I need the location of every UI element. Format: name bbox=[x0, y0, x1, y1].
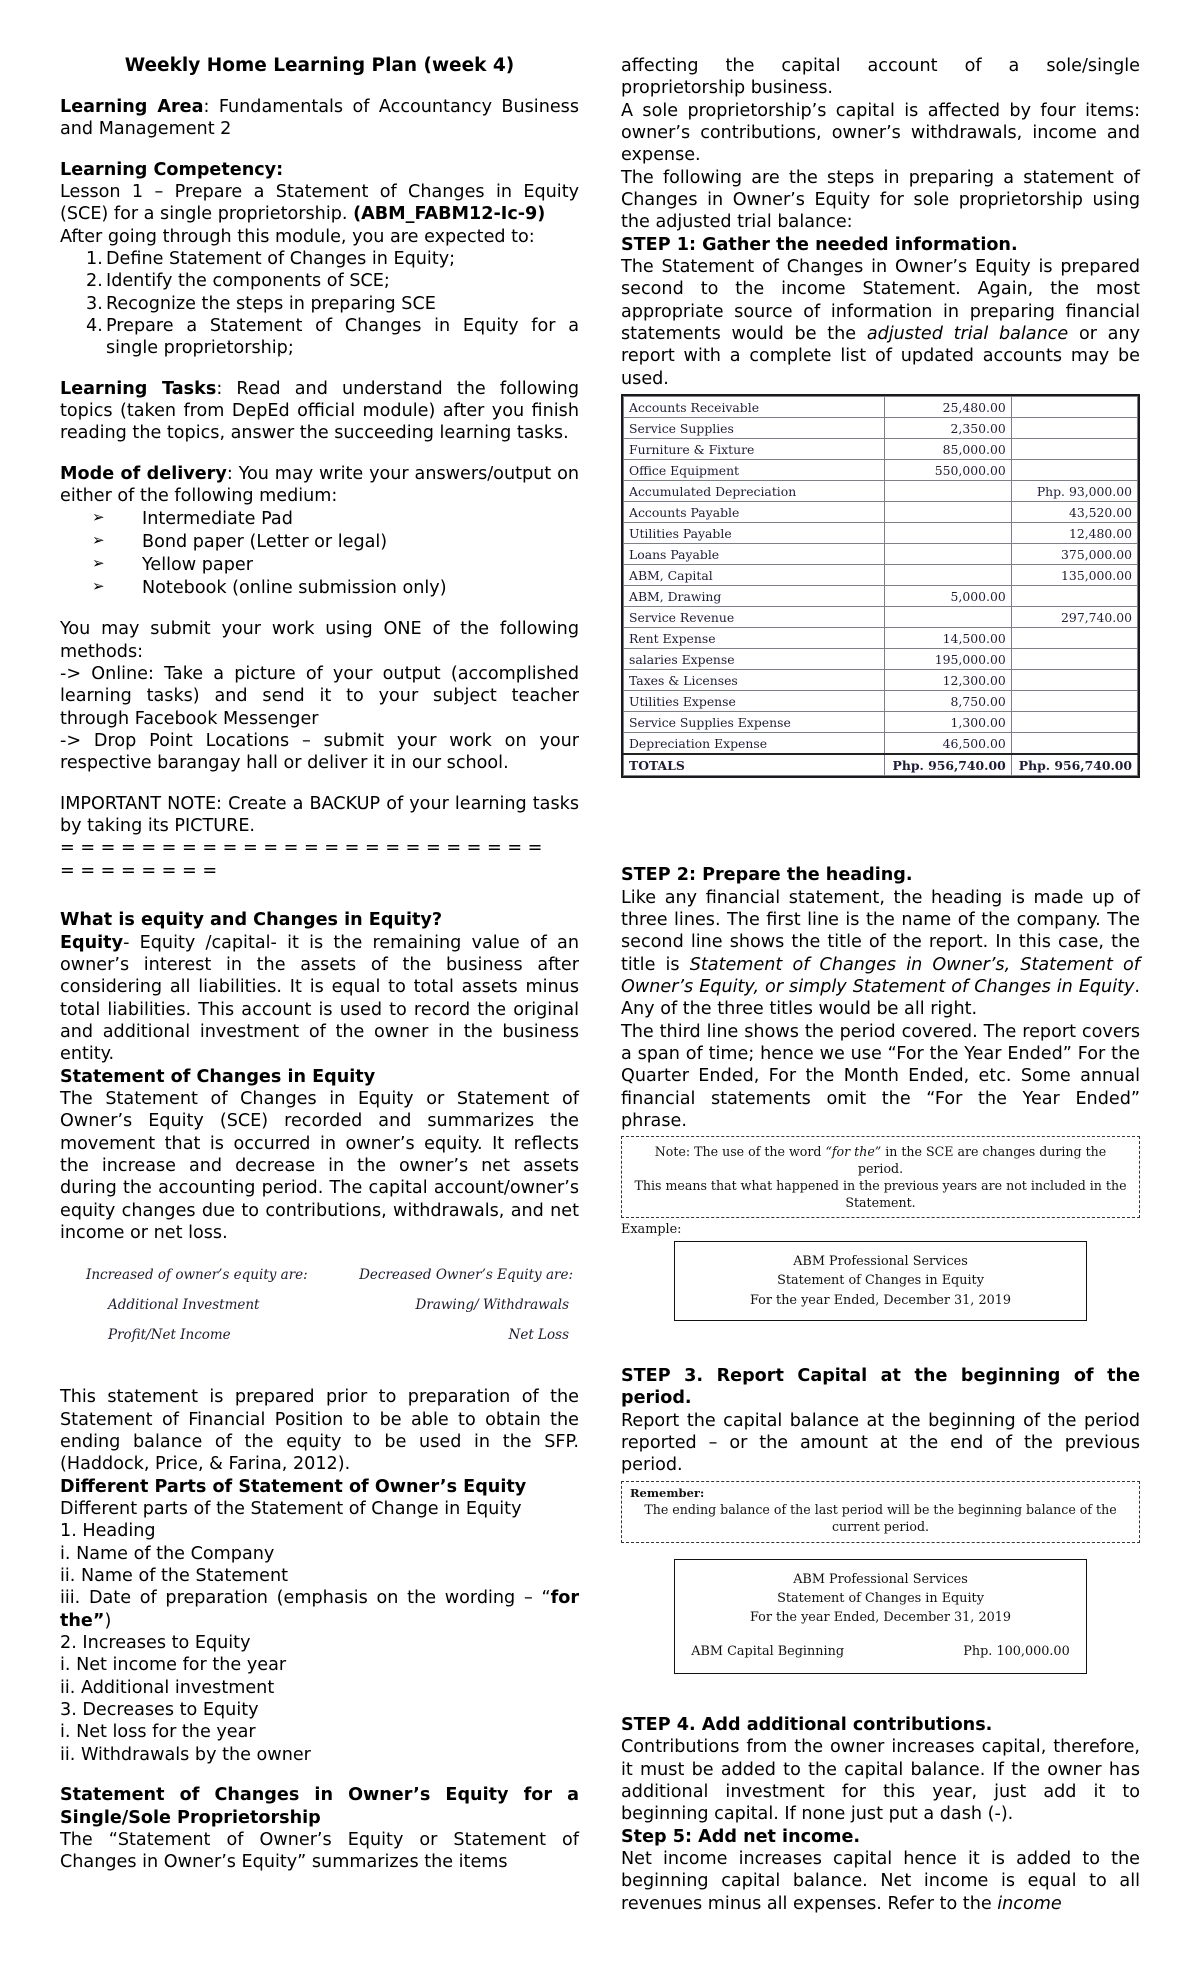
spacer bbox=[621, 778, 1140, 864]
learning-tasks bbox=[60, 378, 579, 445]
note-box-line1-a: Note: The use of the word bbox=[654, 1144, 826, 1160]
spacer bbox=[621, 1543, 1140, 1559]
capital-beginning-row bbox=[683, 1642, 1077, 1661]
spacer bbox=[60, 600, 579, 618]
page-title: Weekly Home Learning Plan (week 4) bbox=[124, 55, 515, 76]
spacer bbox=[60, 882, 579, 900]
table-row bbox=[624, 670, 1138, 691]
parts-line: i. Net loss for the year bbox=[60, 1722, 256, 1743]
table-row bbox=[624, 712, 1138, 733]
note-box-line1-italic: “for the” bbox=[825, 1144, 882, 1160]
mode-item-label: Bond paper (Letter or legal) bbox=[142, 531, 388, 552]
debit-amount: 25,480.00 bbox=[885, 397, 1011, 418]
objective-number: 1. bbox=[86, 249, 103, 270]
credit-amount bbox=[1011, 439, 1137, 460]
parts-line: i. Name of the Company bbox=[60, 1543, 275, 1564]
right-intro-a: affecting the capital account of a sole/single proprietorship business. bbox=[621, 56, 1140, 99]
spacer bbox=[60, 1350, 579, 1368]
step5-heading: Step 5: Add net income. bbox=[621, 1826, 861, 1847]
totals-debit: Php. 956,740.00 bbox=[885, 754, 1011, 776]
spacer bbox=[621, 1321, 1140, 1365]
parts-line-date-emphasis: for the” bbox=[60, 1588, 579, 1631]
parts-line: ii. Name of the Statement bbox=[60, 1566, 289, 1587]
statement-heading-box-1 bbox=[674, 1241, 1086, 1321]
table-row bbox=[624, 607, 1138, 628]
credit-amount: 43,520.00 bbox=[1011, 502, 1137, 523]
debit-amount bbox=[885, 544, 1011, 565]
account-name: ABM, Capital bbox=[624, 565, 885, 586]
mode-item-label: Intermediate Pad bbox=[142, 508, 293, 529]
submit-drop-point: -> Drop Point Locations – submit your work on your respective barangay hall or deliver it in our school. bbox=[60, 731, 579, 774]
right-column bbox=[621, 55, 1140, 1915]
credit-amount: 375,000.00 bbox=[1011, 544, 1137, 565]
debit-amount bbox=[885, 607, 1011, 628]
parts-line: 2. Increases to Equity bbox=[60, 1633, 251, 1654]
step2-heading: STEP 2: Prepare the heading. bbox=[621, 865, 913, 886]
equity-definition bbox=[60, 932, 579, 1066]
account-name: Depreciation Expense bbox=[624, 733, 885, 755]
step2-text bbox=[621, 887, 1140, 1021]
account-name: ABM, Drawing bbox=[624, 586, 885, 607]
list-item bbox=[60, 554, 579, 577]
statement-title: Statement of Changes in Equity bbox=[777, 1273, 984, 1289]
objective-number: 3. bbox=[86, 293, 103, 314]
table-row bbox=[624, 565, 1138, 586]
arrow-bullet-icon: ➢ bbox=[92, 553, 105, 572]
table-row bbox=[624, 481, 1138, 502]
list-item bbox=[60, 577, 579, 600]
objective-text: Identify the components of SCE; bbox=[106, 271, 390, 292]
account-name: Service Supplies bbox=[624, 418, 885, 439]
debit-amount: 14,500.00 bbox=[885, 628, 1011, 649]
learning-area-label: Learning Area bbox=[60, 97, 204, 117]
step1-text-a: The Statement of Changes in Owner’s Equity is prepared second to the income Statement. Again, the most appropriate source of information in preparing financial statements would be the bbox=[621, 257, 1140, 345]
statement-period: For the year Ended, December 31, 2019 bbox=[749, 1610, 1012, 1626]
objective-number: 2. bbox=[86, 271, 103, 292]
submit-online: -> Online: Take a picture of your output (accomplished learning tasks) and send it to your subject teacher through Facebook Messenger bbox=[60, 664, 579, 729]
remember-text: The ending balance of the last period will be the beginning balance of the current period. bbox=[644, 1502, 1117, 1535]
statement-title: Statement of Changes in Equity bbox=[777, 1591, 984, 1607]
equity-decrease-item: Net Loss bbox=[508, 1327, 569, 1344]
step5-italic: income bbox=[997, 1893, 1062, 1914]
learning-tasks-label: Learning Tasks bbox=[60, 378, 217, 399]
step3-text: Report the capital balance at the beginning of the period reported – or the amount at the end of the previous period. bbox=[621, 1410, 1140, 1476]
list-item bbox=[60, 531, 579, 554]
account-name: Utilities Payable bbox=[624, 523, 885, 544]
account-name: Accounts Payable bbox=[624, 502, 885, 523]
account-name: Loans Payable bbox=[624, 544, 885, 565]
credit-amount bbox=[1011, 712, 1137, 733]
step2-italic: Statement of Changes in Owner’s, Statement of Owner’s Equity, or simply Statement of Changes in Equity bbox=[621, 954, 1141, 997]
table-row bbox=[624, 544, 1138, 565]
learning-tasks-text: : Read and understand the following topics (taken from DepEd official module) after you finish reading the topics, answer the succeeding learning tasks. bbox=[60, 378, 579, 444]
learning-area-text: : Fundamentals of Accountancy Business and Management 2 bbox=[60, 97, 580, 140]
capital-beginning-value: Php. 100,000.00 bbox=[963, 1643, 1070, 1659]
table-row bbox=[60, 1290, 579, 1320]
step1-italic: adjusted trial balance bbox=[866, 324, 1069, 345]
account-name: Rent Expense bbox=[624, 628, 885, 649]
step5-text-a: Net income increases capital hence it is added to the beginning capital balance. Net income is equal to all revenues minus all expenses. Refer to the bbox=[621, 1848, 1140, 1914]
trial-balance-body bbox=[624, 397, 1138, 776]
sole-proprietorship-heading: Statement of Changes in Owner’s Equity for a Single/Sole Proprietorship bbox=[60, 1785, 579, 1828]
spacer bbox=[60, 900, 579, 909]
trial-balance-table-wrapper bbox=[621, 394, 1140, 778]
parts-intro: Different parts of the Statement of Change in Equity bbox=[60, 1499, 522, 1520]
credit-amount: Php. 93,000.00 bbox=[1011, 481, 1137, 502]
account-name: Service Revenue bbox=[624, 607, 885, 628]
parts-line: 3. Decreases to Equity bbox=[60, 1700, 259, 1721]
debit-amount: 85,000.00 bbox=[885, 439, 1011, 460]
table-row bbox=[624, 586, 1138, 607]
objective-text: Prepare a Statement of Changes in Equity for a single proprietorship; bbox=[106, 316, 579, 359]
sole-proprietorship-text: The “Statement of Owner’s Equity or Statement of Changes in Owner’s Equity” summarizes the items bbox=[60, 1829, 579, 1873]
table-row bbox=[60, 1320, 579, 1350]
parts-line-date-a: iii. Date of preparation (emphasis on the wording – “ bbox=[60, 1588, 551, 1609]
totals-credit: Php. 956,740.00 bbox=[1011, 754, 1137, 776]
spacer bbox=[60, 141, 579, 159]
account-name: Service Supplies Expense bbox=[624, 712, 885, 733]
equity-decrease-item: Drawing/ Withdrawals bbox=[415, 1297, 569, 1314]
spacer bbox=[60, 1368, 579, 1386]
note-box-line1 bbox=[632, 1143, 1129, 1177]
table-row bbox=[624, 649, 1138, 670]
parts-line-date-c: ) bbox=[104, 1610, 112, 1631]
credit-amount: 12,480.00 bbox=[1011, 523, 1137, 544]
table-row bbox=[624, 523, 1138, 544]
debit-amount bbox=[885, 481, 1011, 502]
credit-amount bbox=[1011, 397, 1137, 418]
parts-heading: Different Parts of Statement of Owner’s Equity bbox=[60, 1476, 527, 1497]
credit-amount bbox=[1011, 649, 1137, 670]
spacer bbox=[60, 360, 579, 378]
equity-increase-heading: Increased of owner’s equity are: bbox=[86, 1267, 308, 1284]
competency-code: (ABM_FABM12-Ic-9) bbox=[353, 204, 546, 225]
totals-label: TOTALS bbox=[624, 754, 885, 776]
statement-heading-box-2 bbox=[674, 1559, 1086, 1674]
table-row bbox=[624, 502, 1138, 523]
arrow-bullet-icon: ➢ bbox=[92, 577, 105, 596]
list-item bbox=[60, 293, 579, 315]
credit-amount: 297,740.00 bbox=[1011, 607, 1137, 628]
left-column bbox=[60, 55, 579, 1874]
equity-label: Equity bbox=[60, 932, 124, 953]
spacer bbox=[60, 775, 579, 793]
debit-amount: 46,500.00 bbox=[885, 733, 1011, 755]
competency-heading: Learning Competency: bbox=[60, 159, 284, 180]
sce-heading: Statement of Changes in Equity bbox=[60, 1066, 376, 1087]
objective-text: Define Statement of Changes in Equity; bbox=[106, 249, 456, 270]
equity-increase-item: Additional Investment bbox=[108, 1297, 260, 1314]
credit-amount bbox=[1011, 460, 1137, 481]
mode-item-label: Yellow paper bbox=[142, 554, 253, 575]
account-name: Accounts Receivable bbox=[624, 397, 885, 418]
account-name: Accumulated Depreciation bbox=[624, 481, 885, 502]
equity-increase-item: Profit/Net Income bbox=[108, 1327, 231, 1344]
objectives-list bbox=[60, 248, 579, 360]
table-row bbox=[624, 397, 1138, 418]
learning-area bbox=[60, 96, 579, 141]
objective-number: 4. bbox=[86, 316, 103, 337]
debit-amount bbox=[885, 565, 1011, 586]
credit-amount bbox=[1011, 586, 1137, 607]
debit-amount: 1,300.00 bbox=[885, 712, 1011, 733]
note-box bbox=[621, 1136, 1140, 1218]
parts-line: 1. Heading bbox=[60, 1521, 156, 1542]
trial-balance-table bbox=[623, 396, 1138, 776]
account-name: Furniture & Fixture bbox=[624, 439, 885, 460]
equity-changes-table bbox=[60, 1260, 579, 1350]
equity-question-heading: What is equity and Changes in Equity? bbox=[60, 910, 443, 931]
debit-amount: 550,000.00 bbox=[885, 460, 1011, 481]
table-row bbox=[624, 691, 1138, 712]
note-box-line2: This means that what happened in the previous years are not included in the Statement. bbox=[634, 1178, 1127, 1211]
list-item bbox=[60, 248, 579, 270]
remember-box bbox=[621, 1481, 1140, 1544]
competency-lesson-text: Lesson 1 – Prepare a Statement of Changes in Equity (SCE) for a single proprietorship. bbox=[60, 182, 579, 225]
credit-amount bbox=[1011, 628, 1137, 649]
spacer bbox=[60, 1766, 579, 1784]
debit-amount bbox=[885, 502, 1011, 523]
sce-text: The Statement of Changes in Equity or Statement of Owner’s Equity (SCE) recorded and summarizes the movement that is occurred in owner’s equity. It reflects the increase and decrease in the owner’s net assets during the accounting period. The capital account/owner’s equity changes due to contributions, withdrawals, and net income or net loss. bbox=[60, 1088, 579, 1243]
step2-text-a: Like any financial statement, the heading is made up of three lines. The first line is the name of the company. The second line shows the title of the report. In this case, the title is bbox=[621, 887, 1140, 975]
mode-items-list bbox=[60, 508, 579, 601]
company-name: ABM Professional Services bbox=[793, 1572, 968, 1588]
step1-text-b: or any report with a complete list of updated accounts may be used. bbox=[621, 324, 1140, 389]
credit-amount bbox=[1011, 418, 1137, 439]
objective-text: Recognize the steps in preparing SCE bbox=[106, 293, 436, 314]
credit-amount: 135,000.00 bbox=[1011, 565, 1137, 586]
statement-period: For the year Ended, December 31, 2019 bbox=[749, 1292, 1012, 1308]
divider-line-2: = = = = = = = = bbox=[60, 860, 218, 881]
step3-heading: STEP 3. Report Capital at the beginning of the period. bbox=[621, 1365, 1140, 1409]
account-name: Office Equipment bbox=[624, 460, 885, 481]
list-item bbox=[60, 270, 579, 292]
right-intro-b: A sole proprietorship’s capital is affected by four items: owner’s contributions, owner’s withdrawals, income and expense. bbox=[621, 100, 1140, 166]
step1-text bbox=[621, 256, 1140, 390]
mode-of-delivery-label: Mode of delivery bbox=[60, 463, 227, 484]
table-row bbox=[624, 733, 1138, 755]
two-column-layout bbox=[60, 55, 1140, 1915]
prepared-prior-text: This statement is prepared prior to preparation of the Statement of Financial Position to be able to obtain the ending balance of the equity to be used in the SFP. (Haddock, Price, & Farina, 2012). bbox=[60, 1387, 579, 1475]
debit-amount: 195,000.00 bbox=[885, 649, 1011, 670]
debit-amount: 12,300.00 bbox=[885, 670, 1011, 691]
note-box-line1-b: in the SCE are changes during the period. bbox=[857, 1144, 1107, 1177]
mode-of-delivery bbox=[60, 463, 579, 508]
step2-text-b: . Any of the three titles would be all right. bbox=[621, 976, 1140, 1020]
divider-line-1: = = = = = = = = = = = = = = = = = = = = = = = = bbox=[60, 838, 543, 859]
table-row bbox=[624, 460, 1138, 481]
account-name: Taxes & Licenses bbox=[624, 670, 885, 691]
competency-intro: After going through this module, you are expected to: bbox=[60, 226, 535, 247]
debit-amount: 2,350.00 bbox=[885, 418, 1011, 439]
parts-line: ii. Withdrawals by the owner bbox=[60, 1744, 311, 1765]
list-item bbox=[60, 315, 579, 360]
mode-of-delivery-text: : You may write your answers/output on either of the following medium: bbox=[60, 463, 579, 507]
remember-label: Remember: bbox=[630, 1485, 705, 1500]
parts-line-date bbox=[60, 1587, 579, 1632]
account-name: salaries Expense bbox=[624, 649, 885, 670]
parts-line: i. Net income for the year bbox=[60, 1655, 287, 1676]
example-label: Example: bbox=[621, 1222, 682, 1238]
spacer bbox=[60, 445, 579, 463]
table-row bbox=[624, 439, 1138, 460]
mode-item-label: Notebook (online submission only) bbox=[142, 578, 447, 599]
step4-heading: STEP 4. Add additional contributions. bbox=[621, 1714, 993, 1735]
right-intro-c: The following are the steps in preparing a statement of Changes in Owner’s Equity for sole proprietorship using the adjusted trial balance: bbox=[621, 167, 1140, 233]
important-note: IMPORTANT NOTE: Create a BACKUP of your learning tasks by taking its PICTURE. bbox=[60, 793, 579, 837]
arrow-bullet-icon: ➢ bbox=[92, 507, 105, 526]
capital-beginning-label: ABM Capital Beginning bbox=[691, 1643, 845, 1659]
table-row bbox=[624, 628, 1138, 649]
step4-text: Contributions from the owner increases capital, therefore, it must be added to the capital balance. If the owner has additional investment for this year, just add it to beginning capital. If none just put a dash (-). bbox=[621, 1737, 1140, 1825]
debit-amount: 8,750.00 bbox=[885, 691, 1011, 712]
equity-text: - Equity /capital- it is the remaining value of an owner’s interest in the assets of the business after considering all liabilities. It is equal to total assets minus total liabilities. This account is used to record the original and additional investment of the owner in the business entity. bbox=[60, 932, 579, 1065]
spacer bbox=[621, 1674, 1140, 1714]
account-name: Utilities Expense bbox=[624, 691, 885, 712]
list-item bbox=[60, 508, 579, 531]
competency-lesson bbox=[60, 181, 579, 226]
table-row bbox=[624, 418, 1138, 439]
credit-amount bbox=[1011, 691, 1137, 712]
company-name: ABM Professional Services bbox=[793, 1254, 968, 1270]
table-row bbox=[60, 1260, 579, 1290]
debit-amount bbox=[885, 523, 1011, 544]
submit-intro: You may submit your work using ONE of the following methods: bbox=[60, 619, 579, 662]
table-row-totals bbox=[624, 754, 1138, 776]
arrow-bullet-icon: ➢ bbox=[92, 530, 105, 549]
credit-amount bbox=[1011, 670, 1137, 691]
step5-text bbox=[621, 1848, 1140, 1915]
step1-heading: STEP 1: Gather the needed information. bbox=[621, 234, 1018, 255]
credit-amount bbox=[1011, 733, 1137, 755]
equity-decrease-heading: Decreased Owner’s Equity are: bbox=[359, 1267, 573, 1284]
debit-amount: 5,000.00 bbox=[885, 586, 1011, 607]
step2-text-c: The third line shows the period covered. The report covers a span of time; hence we use “For the Year Ended” For the Quarter Ended, For the Month Ended, etc. Some annual financial statements omit the “For the Year Ended” phrase. bbox=[621, 1021, 1140, 1131]
parts-line: ii. Additional investment bbox=[60, 1677, 275, 1698]
